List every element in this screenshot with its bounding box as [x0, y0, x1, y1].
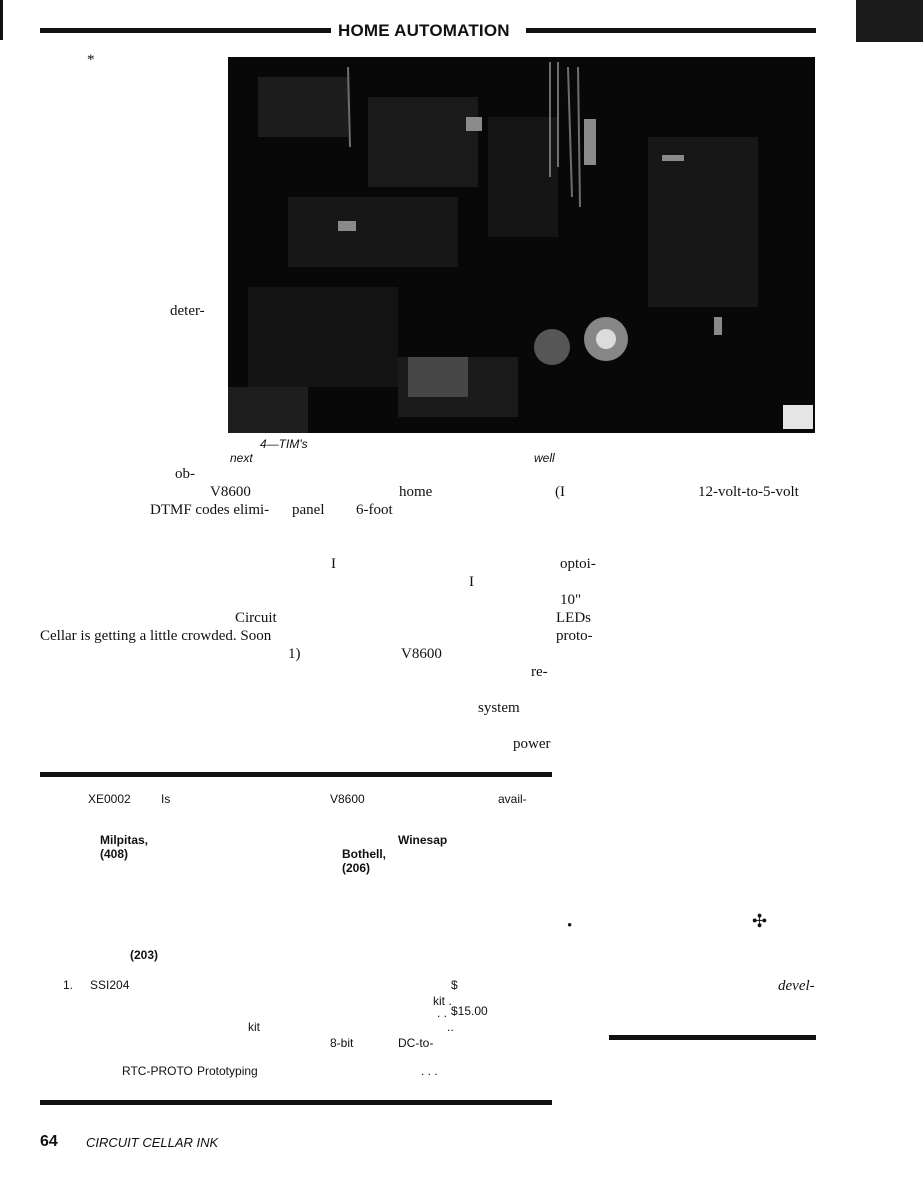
star-marker: * — [87, 52, 95, 68]
box-price: $15.00 — [451, 1004, 488, 1018]
text-leds: LEDs — [556, 610, 591, 626]
text-volt: 12-volt-to-5-volt — [698, 484, 799, 500]
text-devel: devel- — [778, 978, 815, 994]
box-eight-bit: 8-bit — [330, 1036, 354, 1050]
figure-label: 4—TIM's — [260, 437, 308, 451]
text-paren-i: (I — [555, 484, 565, 500]
text-deter: deter- — [170, 303, 205, 319]
box-dollar: $ — [451, 978, 458, 992]
text-panel: panel — [292, 502, 325, 518]
right-bullet: • — [567, 918, 573, 934]
box-milpitas: Milpitas, — [100, 833, 149, 847]
text-dtmf: DTMF codes elimi- — [150, 502, 270, 518]
right-rule — [609, 1035, 816, 1040]
box-area-206: (206) — [342, 861, 371, 875]
text-proto: proto- — [556, 628, 593, 644]
box-kit-2: kit — [248, 1020, 260, 1034]
text-ob: ob- — [175, 466, 195, 482]
text-system: system — [478, 700, 520, 716]
text-v8600-b: V8600 — [401, 646, 442, 662]
box-rtc-proto: RTC-PROTO — [122, 1064, 193, 1078]
page-number: 64 — [40, 1133, 58, 1150]
section-title: HOME AUTOMATION — [338, 21, 510, 40]
text-cellar-line: Cellar is getting a little crowded. Soon — [40, 628, 272, 644]
header-rule-left — [40, 28, 331, 33]
caption-next: next — [230, 451, 253, 465]
box-dots-2: .. — [447, 1020, 454, 1034]
box-kit-1: kit . — [433, 994, 452, 1008]
caption-well: well — [534, 451, 555, 465]
left-edge-bar — [0, 0, 3, 40]
box-area-203: (203) — [130, 948, 159, 962]
text-optoi: optoi- — [560, 556, 596, 572]
box-bothell: Bothell, — [342, 847, 386, 861]
header-rule-right — [526, 28, 816, 33]
box-is: Is — [161, 792, 171, 806]
text-power: power — [513, 736, 551, 752]
text-one-paren: 1) — [288, 646, 301, 662]
text-circuit: Circuit — [235, 610, 277, 626]
ornament-icon: ✣ — [752, 911, 768, 931]
figure-photo — [228, 57, 815, 433]
box-rule-top — [40, 772, 552, 777]
photo-image — [228, 57, 815, 433]
box-v8600: V8600 — [330, 792, 365, 806]
box-avail: avail- — [498, 792, 527, 806]
box-dots-1: . . — [437, 1006, 448, 1020]
box-rule-bottom — [40, 1100, 552, 1105]
text-i-1: I — [331, 556, 336, 572]
box-prototyping: Prototyping — [197, 1064, 258, 1078]
text-v8600-a: V8600 — [210, 484, 251, 500]
text-re: re- — [531, 664, 548, 680]
text-i-2: I — [469, 574, 474, 590]
box-dc-to: DC-to- — [398, 1036, 434, 1050]
box-dots-3: . . . — [421, 1064, 438, 1078]
corner-tab — [856, 0, 923, 42]
box-xe0002: XE0002 — [88, 792, 131, 806]
box-item-number: 1. — [63, 978, 74, 992]
text-sixfoot: 6-foot — [356, 502, 393, 518]
box-ssi204: SSI204 — [90, 978, 130, 992]
box-area-408: (408) — [100, 847, 129, 861]
text-home: home — [399, 484, 433, 500]
publication-name: CIRCUIT CELLAR INK — [86, 1135, 219, 1150]
box-winesap: Winesap — [398, 833, 448, 847]
text-ten: 10" — [560, 592, 582, 608]
